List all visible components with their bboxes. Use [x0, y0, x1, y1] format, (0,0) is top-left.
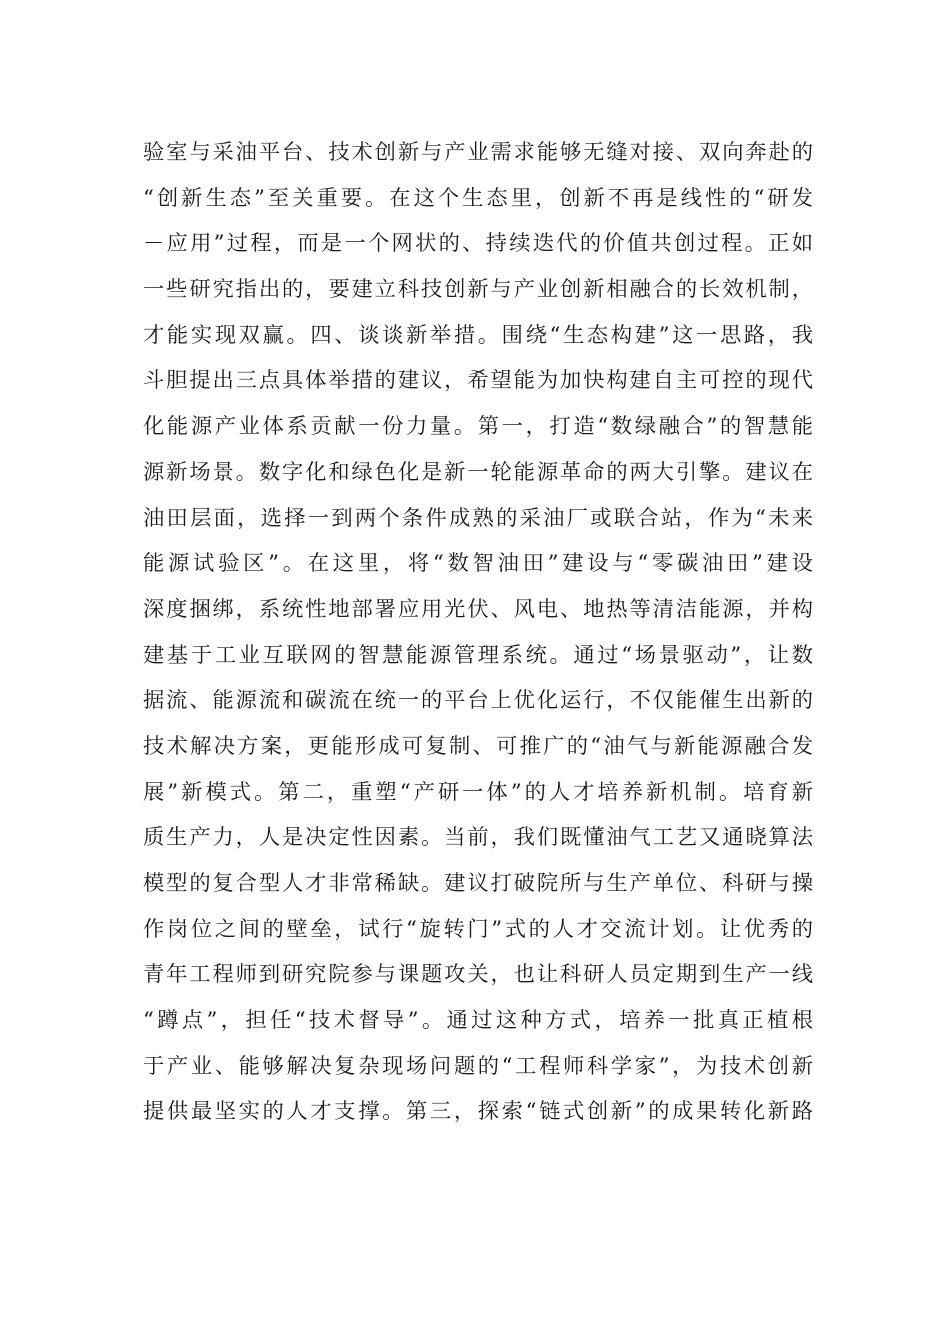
body-text — [143, 130, 813, 1135]
text-line: “创新生态”至关重要。在这个生态里，创新不再是线性的“研发 — [143, 185, 813, 211]
text-line: 于产业、能够解决复杂现场问题的“工程师科学家”，为技术创新 — [143, 1053, 813, 1079]
text-line: 青年工程师到研究院参与课题攻关，也让科研人员定期到生产一线 — [143, 962, 813, 988]
text-line: 模型的复合型人才非常稀缺。建议打破院所与生产单位、科研与操 — [143, 871, 813, 896]
text-line: 深度捆绑，系统性地部署应用光伏、风电、地热等清洁能源，并构 — [143, 596, 813, 622]
text-line: 能源试验区”。在这里，将“数智油田”建设与“零碳油田”建设 — [143, 551, 813, 577]
text-line: 建基于工业互联网的智慧能源管理系统。通过“场景驱动”，让数 — [143, 642, 813, 668]
text-line: 斗胆提出三点具体举措的建议，希望能为加快构建自主可控的现代 — [143, 368, 813, 394]
text-line: “蹲点”，担任“技术督导”。通过这种方式，培养一批真正植根 — [143, 1008, 813, 1034]
text-line: 提供最坚实的人才支撑。第三，探索“链式创新”的成果转化新路 — [143, 1099, 813, 1125]
text-line: 一些研究指出的，要建立科技创新与产业创新相融合的长效机制， — [143, 277, 813, 303]
text-line: 油田层面，选择一到两个条件成熟的采油厂或联合站，作为“未来 — [143, 505, 813, 531]
text-line: 化能源产业体系贡献一份力量。第一，打造“数绿融合”的智慧能 — [143, 414, 813, 440]
text-line: 展”新模式。第二，重塑“产研一体”的人才培养新机制。培育新 — [143, 779, 813, 805]
text-line: －应用”过程，而是一个网状的、持续迭代的价值共创过程。正如 — [143, 231, 813, 257]
text-line: 质生产力，人是决定性因素。当前，我们既懂油气工艺又通晓算法 — [143, 825, 813, 851]
text-line: 源新场景。数字化和绿色化是新一轮能源革命的两大引擎。建议在 — [143, 459, 813, 485]
text-line: 据流、能源流和碳流在统一的平台上优化运行，不仅能催生出新的 — [143, 688, 813, 714]
text-line: 技术解决方案，更能形成可复制、可推广的“油气与新能源融合发 — [143, 733, 813, 759]
text-line: 验室与采油平台、技术创新与产业需求能够无缝对接、双向奔赴的 — [143, 140, 813, 165]
text-line: 才能实现双赢。四、谈谈新举措。围绕“生态构建”这一思路，我 — [143, 322, 813, 348]
text-line: 作岗位之间的壁垒，试行“旋转门”式的人才交流计划。让优秀的 — [143, 916, 813, 942]
